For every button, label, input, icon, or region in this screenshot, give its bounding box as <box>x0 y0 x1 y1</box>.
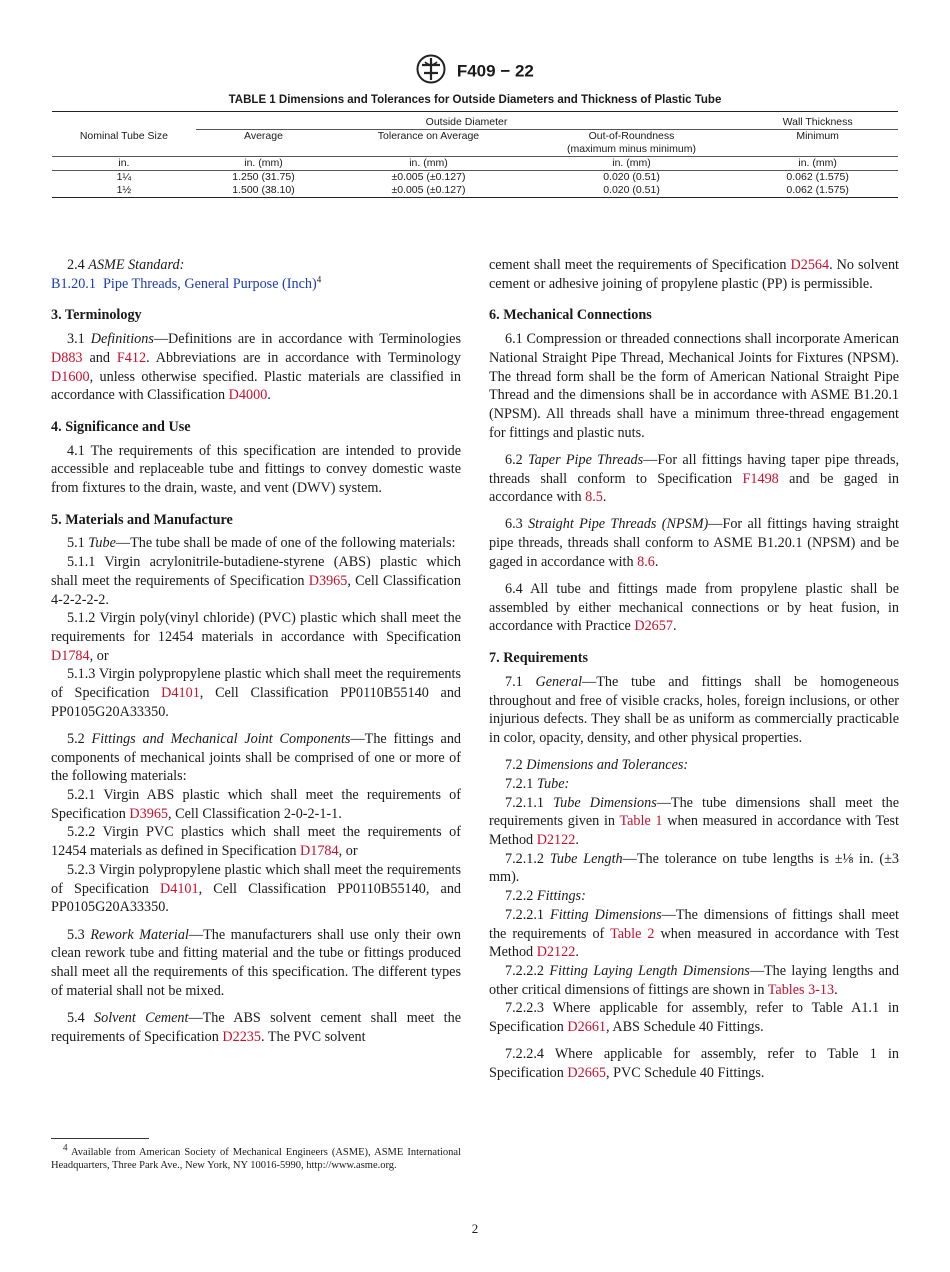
para-3-1: 3.1 Definitions—Definitions are in accordance with Terminologies D883 and F412. Abbreviations are in accordance with Terminology D1600, unless otherwise specified. Plastic materials are classified in accordance with Classification D4000. <box>51 331 462 404</box>
table-header-row <box>52 143 898 157</box>
table-row <box>52 171 898 185</box>
ref-table-1[interactable]: Table 1 <box>619 813 663 830</box>
para-5-1-1: 5.1.1 Virgin acrylonitrile-butadiene-styrene (ABS) plastic which shall meet the requirements of Specification D3965, Cell Classification 4-2-2-2-2. <box>51 554 461 608</box>
table-header-row <box>52 130 898 144</box>
para-5-4-continued: cement shall meet the requirements of Specification D2564. No solvent cement or adhesive joining of propylene plastic (PP) is permissible. <box>489 257 899 292</box>
footnote-divider <box>51 1138 149 1139</box>
para-5-2-1: 5.2.1 Virgin ABS plastic which shall meet the requirements of Specification D3965, Cell Classification 2-0-2-1-1. <box>51 787 461 822</box>
right-column <box>489 256 899 1083</box>
heading-requirements: 7. Requirements <box>489 650 589 667</box>
heading-significance: 4. Significance and Use <box>51 418 191 435</box>
ref-d1600[interactable]: D1600 <box>51 368 90 385</box>
para-7-2-1-1: 7.2.1.1 Tube Dimensions—The tube dimensions shall meet the requirements given in Table 1 when measured in accordance with Test Method D2122. <box>489 794 900 848</box>
standard-b1201 <box>51 275 461 294</box>
b1201-title-link[interactable]: Pipe Threads, General Purpose (Inch) <box>103 275 317 292</box>
table-row <box>52 184 898 198</box>
table-cell: 1¼ <box>116 171 132 183</box>
para-5-2-3: 5.2.3 Virgin polypropylene plastic which shall meet the requirements of Specification D4101, Cell Classification PP0110B55140, and PP0105G20A33350. <box>51 861 462 916</box>
footnote <box>51 1142 461 1172</box>
header-outside-diameter: Outside Diameter <box>196 112 737 130</box>
table-cell: 0.020 (0.51) <box>526 184 738 198</box>
para-6-3: 6.3 Straight Pipe Threads (NPSM)—For all fittings having straight pipe threads, threads shall conform to ASME B1.20.1 (NPSM) and be gaged in accordance with 8.6. <box>489 516 900 570</box>
ref-tables-3-13[interactable]: Tables 3-13 <box>767 981 835 998</box>
para-5-1: 5.1 Tube—The tube shall be made of one of the following materials: <box>67 535 456 552</box>
ref-d2657[interactable]: D2657 <box>634 618 673 635</box>
footnote-mark: 4 <box>63 1142 68 1153</box>
ref-d2122[interactable]: D2122 <box>536 944 576 961</box>
para-6-2: 6.2 Taper Pipe Threads—For all fittings having taper pipe threads, threads shall conform to Specification F1498 and be gaged in accordance with 8.5. <box>489 451 900 506</box>
table-cell: 0.062 (1.575) <box>737 184 898 198</box>
header-tolerance: Tolerance on Average <box>377 130 480 142</box>
ref-d2665[interactable]: D2665 <box>567 1064 607 1081</box>
para-7-2-2: 7.2.2 Fittings: <box>505 888 586 905</box>
table-cell: 1½ <box>52 184 196 198</box>
para-7-2-1: 7.2.1 Tube: <box>505 775 570 792</box>
para-5-3: 5.3 Rework Material—The manufacturers shall use only their own clean rework tube and fitting material and the tube or fittings produced shall meet all the requirements of this specification. The different types of material shall not be mixed. <box>51 926 462 999</box>
para-5-2-2: 5.2.2 Virgin PVC plastics which shall meet the requirements of 12454 materials as defined in Specification D1784, or <box>51 824 461 860</box>
para-7-2: 7.2 Dimensions and Tolerances: <box>505 757 689 774</box>
para-7-2-2-1: 7.2.2.1 Fitting Dimensions—The dimensions of fittings shall meet the requirements of Table 2 when measured in accordance with Test Method D2122. <box>489 906 900 961</box>
table-cell: in. (mm) <box>331 157 526 171</box>
ref-d1784[interactable]: D1784 <box>51 647 90 664</box>
ref-d2122[interactable]: D2122 <box>536 831 576 848</box>
section-2-4: 2.4 ASME Standard: <box>67 257 185 273</box>
ref-d3965[interactable]: D3965 <box>129 805 169 822</box>
para-5-1-3: 5.1.3 Virgin polypropylene plastic which shall meet the requirements of Specification D4101, Cell Classification PP0110B55140 and PP0105G20A33350. <box>51 666 462 720</box>
heading-terminology: 3. Terminology <box>51 307 142 324</box>
ref-d2564[interactable]: D2564 <box>790 257 830 273</box>
header-nominal-size: Nominal Tube Size <box>79 129 168 142</box>
ref-f1498[interactable]: F1498 <box>742 470 779 487</box>
para-7-2-2-2: 7.2.2.2 Fitting Laying Length Dimensions—The laying lengths and other critical dimensions of fittings are shown in Tables 3-13. <box>489 962 899 998</box>
table-cell: ±0.005 (±0.127) <box>331 184 526 198</box>
table-cell: in. (mm) <box>196 157 331 171</box>
heading-materials: 5. Materials and Manufacture <box>51 511 233 528</box>
para-4-1: 4.1 The requirements of this specification are intended to provide accessible and replaceable tube and fittings to convey domestic waste from fixtures to the drain, waste, and vent (DWV) system. <box>51 442 461 497</box>
para-7-2-2-4: 7.2.2.4 Where applicable for assembly, refer to Table 1 in Specification D2665, PVC Schedule 40 Fittings. <box>489 1046 899 1081</box>
table-cell: in. (mm) <box>526 157 738 171</box>
astm-logo-icon <box>416 54 446 89</box>
ref-d4101[interactable]: D4101 <box>159 880 199 897</box>
table-title: TABLE 1 Dimensions and Tolerances for Outside Diameters and Thickness of Plastic Tube <box>228 94 722 106</box>
page-header <box>0 54 950 89</box>
table-units-row <box>52 157 898 171</box>
header-wall-thickness: Wall Thickness <box>737 112 898 130</box>
ref-d1784[interactable]: D1784 <box>300 843 339 860</box>
left-column <box>51 256 461 1046</box>
dimensions-table <box>52 111 898 198</box>
header-out-of-roundness: Out-of-Roundness <box>588 130 675 142</box>
para-7-1: 7.1 General—The tube and fittings shall be homogeneous throughout and free of visible cracks, holes, foreign inclusions, or other injurious defects. They shall be as uniform as commercially practicable in color, opacity, density, and other physical properties. <box>489 673 899 746</box>
para-7-2-2-3: 7.2.2.3 Where applicable for assembly, refer to Table A1.1 in Specification D2661, ABS Schedule 40 Fittings. <box>489 1000 899 1036</box>
heading-mechanical-connections: 6. Mechanical Connections <box>489 307 652 324</box>
page-number: 2 <box>471 1221 479 1236</box>
para-5-1-2: 5.1.2 Virgin poly(vinyl chloride) (PVC) plastic which shall meet the requirements for 12454 materials in accordance with Specification D1784, or <box>51 610 461 664</box>
header-average: Average <box>244 130 283 142</box>
ref-8-6[interactable]: 8.6 <box>637 553 655 570</box>
ref-d3965[interactable]: D3965 <box>308 572 348 589</box>
para-6-4: 6.4 All tube and fittings made from propylene plastic shall be assembled by either mechanical connections or by heat fusion, in accordance with Practice D2657. <box>489 581 899 635</box>
table-cell: 1.500 (38.10) <box>196 184 331 198</box>
table-cell: ±0.005 (±0.127) <box>391 171 466 183</box>
table-cell: in. <box>52 157 196 171</box>
footnote-ref: 4 <box>316 273 322 284</box>
ref-table-2[interactable]: Table 2 <box>610 925 655 942</box>
designation: F409 − 22 <box>456 61 534 81</box>
ref-d2235[interactable]: D2235 <box>222 1028 261 1045</box>
table-cell: in. (mm) <box>737 157 898 171</box>
header-minimum: Minimum <box>796 130 839 142</box>
table-cell: 0.062 (1.575) <box>786 171 849 183</box>
table-cell: 0.020 (0.51) <box>603 171 660 183</box>
ref-d883[interactable]: D883 <box>51 349 83 366</box>
header-out-of-roundness-sub: (maximum minus minimum) <box>567 143 696 155</box>
ref-d4000[interactable]: D4000 <box>228 387 268 404</box>
para-5-2: 5.2 Fittings and Mechanical Joint Components—The fittings and components of mechanical joints shall be comprised of one or more of the following materials: <box>51 730 462 785</box>
ref-d2661[interactable]: D2661 <box>567 1019 607 1036</box>
b1201-link[interactable]: B1.20.1 <box>51 275 96 292</box>
ref-8-5[interactable]: 8.5 <box>585 489 603 506</box>
para-5-4: 5.4 Solvent Cement—The ABS solvent cement shall meet the requirements of Specification D2235. The PVC solvent <box>51 1009 461 1045</box>
ref-d4101[interactable]: D4101 <box>161 685 200 702</box>
ref-f412[interactable]: F412 <box>116 349 147 366</box>
table-header-row <box>52 112 898 130</box>
footnote-text: Available from American Society of Mechanical Engineers (ASME), ASME International Headquarters, Three Park Ave., New York, NY 10016-5990, http://www.asme.org. <box>51 1147 461 1171</box>
para-7-2-1-2: 7.2.1.2 Tube Length—The tolerance on tube lengths is ±⅛ in. (±3 mm). <box>489 850 899 886</box>
table-cell: 1.250 (31.75) <box>232 171 295 183</box>
para-6-1: 6.1 Compression or threaded connections shall incorporate American National Straight Pipe Thread, Mechanical Joints for Fixtures (NPSM). The thread form shall be the form of American National Straight Pipe Thread and the dimensions shall be in accordance with ASME B1.20.1 (NPSM). All threads shall have a minimum three-thread engagement for fittings and plastic nuts. <box>489 331 899 441</box>
